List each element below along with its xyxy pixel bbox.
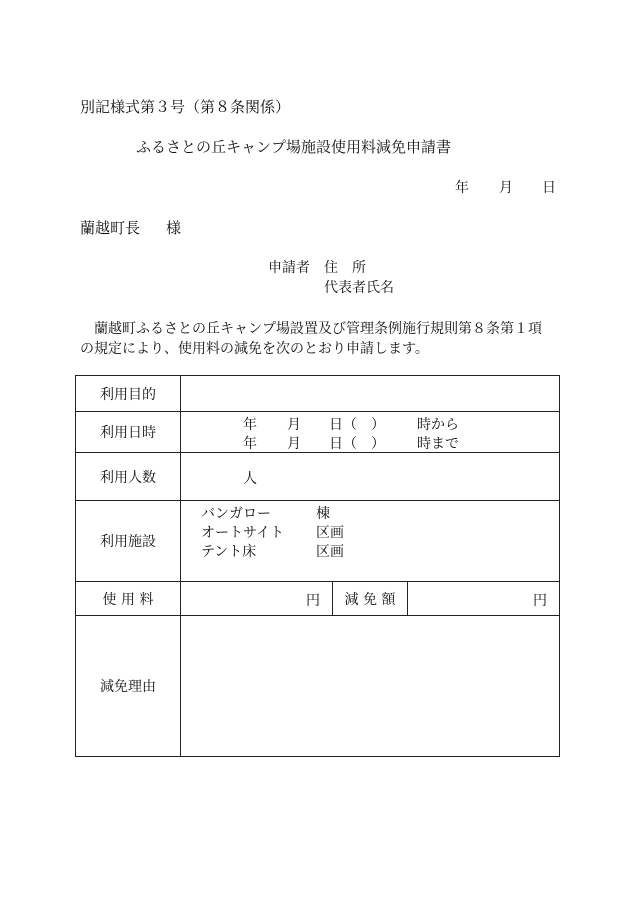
facility-tent-name: テント床 (201, 544, 257, 560)
facility-tent-unit: 区画 (316, 544, 344, 560)
facility-row (76, 501, 560, 582)
fee-field[interactable] (181, 582, 333, 616)
application-form-table (75, 375, 560, 757)
datetime-from-day: 日（ ） (329, 417, 385, 433)
date-day: 日 (542, 180, 556, 196)
datetime-field[interactable] (181, 412, 560, 453)
purpose-field[interactable] (181, 376, 560, 412)
fee-label: 使 用 料 (76, 582, 181, 616)
reason-label: 減免理由 (76, 616, 181, 757)
people-unit: 人 (243, 471, 257, 487)
datetime-to-month: 月 (287, 436, 301, 452)
facility-bungalow-unit: 棟 (316, 506, 330, 522)
facility-autosite-name: オートサイト (201, 525, 285, 541)
document-title: ふるさとの丘キャンプ場施設使用料減免申請書 (136, 138, 452, 156)
exemption-unit: 円 (533, 593, 548, 609)
applicant-label: 申請者 (268, 260, 310, 276)
date-year: 年 (455, 180, 469, 196)
datetime-from-month: 月 (287, 417, 301, 433)
applicant-representative-label: 代表者氏名 (324, 280, 394, 296)
purpose-label: 利用目的 (76, 376, 181, 412)
people-field[interactable] (181, 453, 560, 501)
fee-row (76, 582, 560, 616)
purpose-row (76, 376, 560, 412)
facility-label: 利用施設 (76, 501, 181, 582)
datetime-from-time: 時から (417, 417, 459, 433)
date-month: 月 (499, 180, 513, 196)
reason-field[interactable] (181, 616, 560, 757)
datetime-to-day: 日（ ） (329, 436, 385, 452)
addressee-name: 蘭越町長 (80, 219, 141, 237)
datetime-from-year: 年 (243, 417, 257, 433)
body-text-line2: の規定により、使用料の減免を次のとおり申請します。 (80, 341, 429, 357)
exemption-field[interactable] (408, 582, 560, 616)
fee-unit: 円 (306, 593, 320, 609)
exemption-label: 減 免 額 (333, 582, 408, 616)
facility-autosite-unit: 区画 (316, 525, 344, 541)
datetime-label: 利用日時 (76, 412, 181, 453)
body-text-line1: 蘭越町ふるさとの丘キャンプ場設置及び管理条例施行規則第８条第１項 (94, 321, 542, 337)
applicant-address-label: 住 所 (324, 260, 366, 276)
people-label: 利用人数 (76, 453, 181, 501)
facility-bungalow-name: バンガロー (201, 506, 271, 522)
datetime-to-time: 時まで (417, 436, 459, 452)
datetime-to-year: 年 (243, 436, 257, 452)
people-row (76, 453, 560, 501)
facility-field[interactable] (181, 501, 560, 582)
datetime-row (76, 412, 560, 453)
addressee-honorific: 様 (166, 219, 182, 237)
form-number: 別記様式第３号（第８条関係） (80, 98, 291, 116)
reason-row (76, 616, 560, 757)
